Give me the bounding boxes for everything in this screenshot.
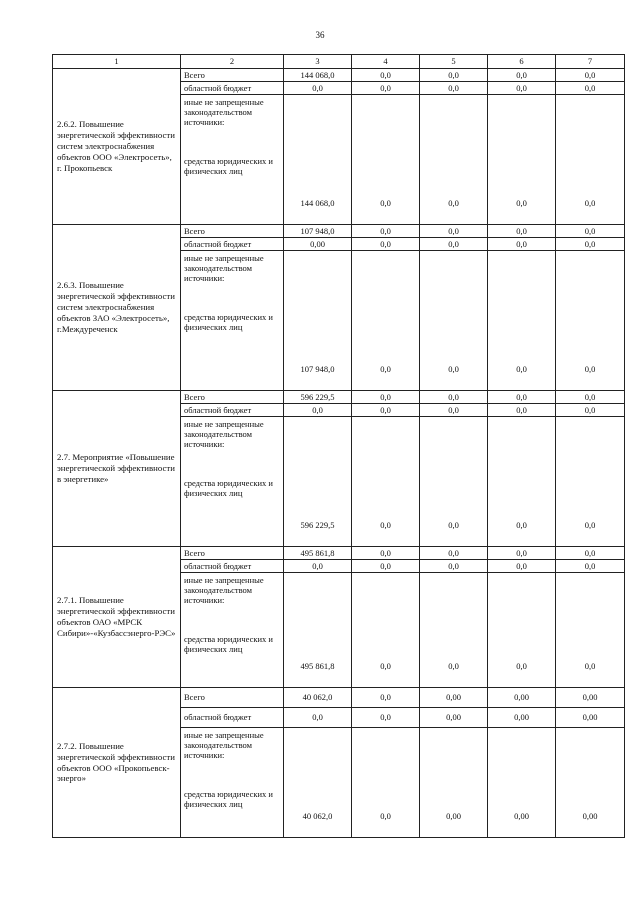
legal-entities-value: 0,0 [352, 95, 420, 225]
legal-entities-label: средства юридических и физических лиц [184, 155, 273, 176]
total-value: 0,0 [488, 69, 556, 82]
total-value: 0,0 [352, 225, 420, 238]
spacer [184, 284, 280, 312]
total-label: Всего [181, 391, 284, 404]
total-value: 0,0 [352, 688, 420, 708]
spacer [184, 761, 280, 789]
total-value: 0,00 [556, 688, 625, 708]
total-value: 0,0 [420, 391, 488, 404]
total-label: Всего [181, 225, 284, 238]
table-row [53, 391, 625, 404]
regional-budget-value: 0,0 [352, 708, 420, 728]
column-header: 2 [181, 55, 284, 69]
legal-entities-value: 0,0 [488, 95, 556, 225]
regional-budget-value: 0,0 [556, 404, 625, 417]
legal-entities-value: 0,0 [420, 573, 488, 688]
regional-budget-value: 0,0 [488, 238, 556, 251]
regional-budget-label: областной бюджет [181, 404, 284, 417]
table-row [53, 225, 625, 238]
total-value: 0,0 [556, 225, 625, 238]
total-value: 0,00 [420, 688, 488, 708]
regional-budget-value: 0,0 [284, 82, 352, 95]
legal-entities-label: средства юридических и физических лиц [184, 788, 273, 809]
other-sources-cell [181, 573, 284, 688]
column-header: 6 [488, 55, 556, 69]
other-sources-label: иные не запрещенные законодательством источники: [184, 97, 264, 128]
regional-budget-value: 0,0 [420, 238, 488, 251]
legal-entities-value: 0,0 [420, 251, 488, 391]
measure-name: 2.7.1. Повышение энергетической эффективности объектов ОАО «МРСК Сибири»-«Кузбассэнерго-РЭС» [53, 547, 181, 688]
legal-entities-label: средства юридических и физических лиц [184, 311, 273, 332]
total-value: 596 229,5 [284, 391, 352, 404]
legal-entities-value: 0,00 [420, 728, 488, 838]
total-value: 495 861,8 [284, 547, 352, 560]
regional-budget-label: областной бюджет [181, 238, 284, 251]
regional-budget-value: 0,0 [420, 82, 488, 95]
spacer [184, 606, 280, 634]
legal-entities-value: 40 062,0 [284, 728, 352, 838]
column-header: 4 [352, 55, 420, 69]
legal-entities-label: средства юридических и физических лиц [184, 477, 273, 498]
table-row [53, 547, 625, 560]
total-value: 107 948,0 [284, 225, 352, 238]
regional-budget-value: 0,0 [420, 404, 488, 417]
other-sources-label: иные не запрещенные законодательством источники: [184, 253, 264, 284]
regional-budget-value: 0,0 [556, 82, 625, 95]
total-value: 0,0 [488, 391, 556, 404]
header-row [53, 55, 625, 69]
legal-entities-value: 144 068,0 [284, 95, 352, 225]
total-value: 0,0 [488, 547, 556, 560]
total-value: 0,0 [420, 547, 488, 560]
other-sources-cell [181, 251, 284, 391]
regional-budget-value: 0,0 [556, 560, 625, 573]
other-sources-label: иные не запрещенные законодательством источники: [184, 419, 264, 450]
other-sources-cell [181, 95, 284, 225]
legal-entities-label: средства юридических и физических лиц [184, 633, 273, 654]
regional-budget-value: 0,0 [488, 560, 556, 573]
total-value: 0,0 [420, 69, 488, 82]
regional-budget-value: 0,00 [556, 708, 625, 728]
regional-budget-value: 0,0 [488, 404, 556, 417]
total-value: 0,0 [556, 391, 625, 404]
page-number: 36 [315, 30, 325, 40]
legal-entities-value: 596 229,5 [284, 417, 352, 547]
regional-budget-value: 0,0 [488, 82, 556, 95]
regional-budget-value: 0,0 [420, 560, 488, 573]
table-row [53, 69, 625, 82]
measure-name: 2.7.2. Повышение энергетической эффективности объектов ООО «Прокопьевск-энерго» [53, 688, 181, 838]
legal-entities-value: 0,0 [556, 417, 625, 547]
regional-budget-label: областной бюджет [181, 560, 284, 573]
legal-entities-value: 0,0 [352, 573, 420, 688]
column-header: 5 [420, 55, 488, 69]
total-value: 0,0 [556, 547, 625, 560]
column-header: 3 [284, 55, 352, 69]
legal-entities-value: 0,00 [556, 728, 625, 838]
legal-entities-value: 0,0 [556, 95, 625, 225]
regional-budget-value: 0,0 [352, 560, 420, 573]
total-label: Всего [181, 688, 284, 708]
legal-entities-value: 0,0 [556, 573, 625, 688]
total-value: 144 068,0 [284, 69, 352, 82]
legal-entities-value: 0,0 [352, 728, 420, 838]
legal-entities-value: 0,0 [352, 251, 420, 391]
spacer [184, 128, 280, 156]
regional-budget-value: 0,0 [352, 404, 420, 417]
total-value: 0,0 [488, 225, 556, 238]
legal-entities-value: 495 861,8 [284, 573, 352, 688]
total-value: 0,0 [352, 69, 420, 82]
regional-budget-label: областной бюджет [181, 708, 284, 728]
budget-table [52, 54, 625, 838]
other-sources-label: иные не запрещенные законодательством источники: [184, 730, 264, 761]
legal-entities-value: 0,0 [352, 417, 420, 547]
regional-budget-value: 0,0 [284, 708, 352, 728]
regional-budget-value: 0,0 [352, 82, 420, 95]
regional-budget-value: 0,00 [284, 238, 352, 251]
total-value: 0,0 [556, 69, 625, 82]
legal-entities-value: 0,0 [488, 573, 556, 688]
regional-budget-value: 0,0 [556, 238, 625, 251]
total-value: 0,0 [352, 391, 420, 404]
regional-budget-value: 0,0 [284, 404, 352, 417]
legal-entities-value: 0,0 [420, 417, 488, 547]
measure-name: 2.6.2. Повышение энергетической эффективности систем электроснабжения объектов ООО «Электросеть», г. Прокопьевск [53, 69, 181, 225]
total-label: Всего [181, 547, 284, 560]
legal-entities-value: 107 948,0 [284, 251, 352, 391]
regional-budget-value: 0,0 [284, 560, 352, 573]
measure-name: 2.6.3. Повышение энергетической эффективности систем электроснабжения объектов ЗАО «Электросеть», г.Междуреченск [53, 225, 181, 391]
other-sources-cell [181, 728, 284, 838]
total-value: 0,0 [420, 225, 488, 238]
total-value: 40 062,0 [284, 688, 352, 708]
total-value: 0,00 [488, 688, 556, 708]
total-label: Всего [181, 69, 284, 82]
other-sources-label: иные не запрещенные законодательством источники: [184, 575, 264, 606]
legal-entities-value: 0,0 [420, 95, 488, 225]
column-header: 7 [556, 55, 625, 69]
regional-budget-value: 0,00 [420, 708, 488, 728]
regional-budget-value: 0,0 [352, 238, 420, 251]
regional-budget-value: 0,00 [488, 708, 556, 728]
table-row [53, 688, 625, 708]
regional-budget-label: областной бюджет [181, 82, 284, 95]
other-sources-cell [181, 417, 284, 547]
legal-entities-value: 0,0 [556, 251, 625, 391]
legal-entities-value: 0,00 [488, 728, 556, 838]
spacer [184, 450, 280, 478]
total-value: 0,0 [352, 547, 420, 560]
legal-entities-value: 0,0 [488, 251, 556, 391]
measure-name: 2.7. Мероприятие «Повышение энергетической эффективности в энергетике» [53, 391, 181, 547]
legal-entities-value: 0,0 [488, 417, 556, 547]
column-header: 1 [53, 55, 181, 69]
